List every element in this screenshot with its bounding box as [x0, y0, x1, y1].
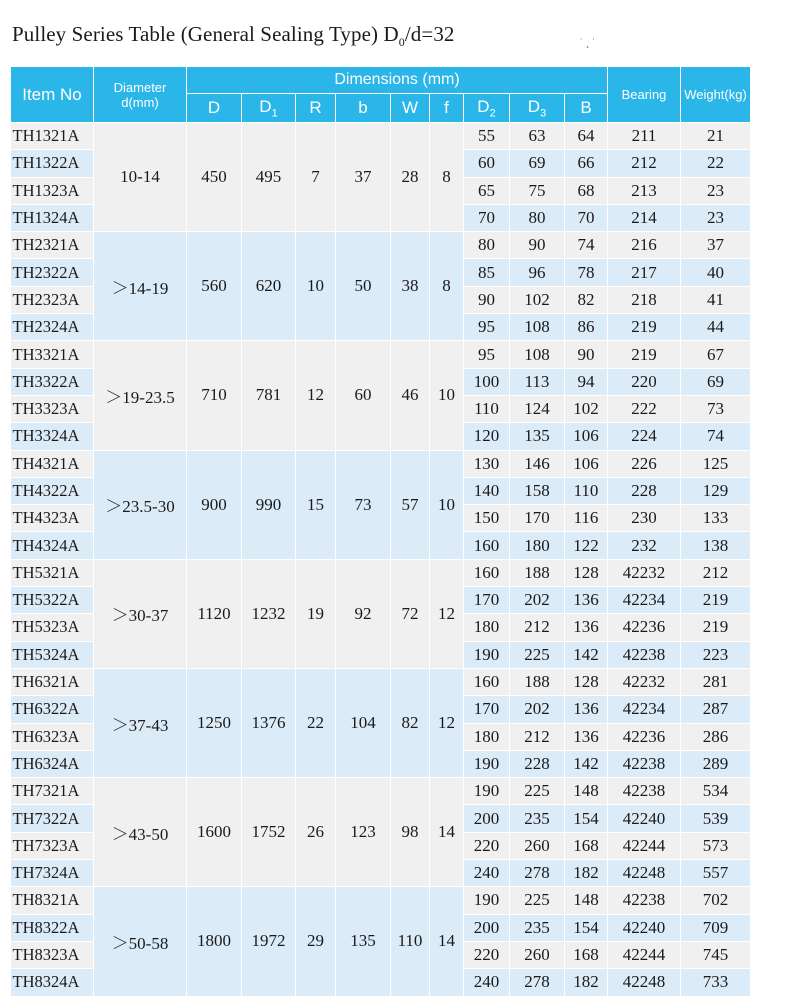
header-item-no: Item No	[11, 67, 94, 123]
bearing-cell: 217	[608, 259, 681, 286]
bearing-cell: 42238	[608, 641, 681, 668]
header-sub-0: D	[187, 94, 242, 123]
dim-w-cell: 28	[391, 123, 430, 232]
page-title: Pulley Series Table (General Sealing Type) $D_0/d=32$	[12, 22, 455, 50]
item-no-cell: TH2322A	[11, 259, 94, 286]
bearing-cell: 230	[608, 505, 681, 532]
dim-d2-cell: 130	[464, 450, 510, 477]
table-row	[11, 450, 751, 477]
weight-cell: 286	[681, 723, 751, 750]
diameter-cell: ＞19-23.5	[94, 341, 187, 450]
dim-b-cell: 74	[565, 232, 608, 259]
dim-b-cell: 92	[336, 559, 391, 668]
bearing-cell: 42248	[608, 969, 681, 996]
bearing-cell: 212	[608, 150, 681, 177]
bearing-cell: 42240	[608, 805, 681, 832]
diameter-cell: ＞50-58	[94, 887, 187, 996]
weight-cell: 573	[681, 832, 751, 859]
dim-d3-cell: 235	[510, 914, 565, 941]
dim-d3-cell: 102	[510, 286, 565, 313]
header-dimensions: Dimensions (mm)	[187, 67, 608, 94]
bearing-cell: 220	[608, 368, 681, 395]
bearing-cell: 42232	[608, 559, 681, 586]
dim-d2-cell: 190	[464, 778, 510, 805]
diameter-cell: ＞14-19	[94, 232, 187, 341]
weight-cell: 73	[681, 395, 751, 422]
header-sub-2: R	[296, 94, 336, 123]
dim-b-cell: 135	[336, 887, 391, 996]
item-no-cell: TH1321A	[11, 123, 94, 150]
dim-d2-cell: 180	[464, 723, 510, 750]
dim-b-cell: 123	[336, 778, 391, 887]
dim-d2-cell: 180	[464, 614, 510, 641]
bearing-cell: 211	[608, 123, 681, 150]
dim-b-cell: 37	[336, 123, 391, 232]
dim-w-cell: 110	[391, 887, 430, 996]
dim-w-cell: 72	[391, 559, 430, 668]
dim-w-cell: 82	[391, 668, 430, 777]
dim-b-cell: 102	[565, 395, 608, 422]
item-no-cell: TH1322A	[11, 150, 94, 177]
dim-d-cell: 1800	[187, 887, 242, 996]
bearing-cell: 213	[608, 177, 681, 204]
dim-d2-cell: 90	[464, 286, 510, 313]
dim-d2-cell: 110	[464, 395, 510, 422]
dim-d2-cell: 240	[464, 860, 510, 887]
table-row	[11, 668, 751, 695]
dim-b-cell: 168	[565, 941, 608, 968]
item-no-cell: TH4323A	[11, 505, 94, 532]
weight-cell: 219	[681, 614, 751, 641]
header-sub-4: W	[391, 94, 430, 123]
dim-d-cell: 560	[187, 232, 242, 341]
dim-r-cell: 22	[296, 668, 336, 777]
dim-b-cell: 68	[565, 177, 608, 204]
item-no-cell: TH4321A	[11, 450, 94, 477]
table-row	[11, 232, 751, 259]
bearing-cell: 42236	[608, 723, 681, 750]
dim-b-cell: 73	[336, 450, 391, 559]
dim-d3-cell: 69	[510, 150, 565, 177]
dim-d-cell: 1250	[187, 668, 242, 777]
dim-d-cell: 900	[187, 450, 242, 559]
dim-b-cell: 142	[565, 641, 608, 668]
item-no-cell: TH5321A	[11, 559, 94, 586]
item-no-cell: TH3321A	[11, 341, 94, 368]
bearing-cell: 219	[608, 314, 681, 341]
dim-d1-cell: 990	[242, 450, 296, 559]
dim-d2-cell: 60	[464, 150, 510, 177]
item-no-cell: TH7321A	[11, 778, 94, 805]
bearing-cell: 214	[608, 204, 681, 231]
dim-d3-cell: 96	[510, 259, 565, 286]
dim-d3-cell: 170	[510, 505, 565, 532]
dim-r-cell: 12	[296, 341, 336, 450]
dim-b-cell: 86	[565, 314, 608, 341]
dim-f-cell: 10	[430, 450, 464, 559]
item-no-cell: TH3322A	[11, 368, 94, 395]
dim-b-cell: 106	[565, 423, 608, 450]
dim-b-cell: 128	[565, 559, 608, 586]
bearing-cell: 42240	[608, 914, 681, 941]
item-no-cell: TH1324A	[11, 204, 94, 231]
item-no-cell: TH6323A	[11, 723, 94, 750]
dim-d3-cell: 260	[510, 941, 565, 968]
weight-cell: 289	[681, 750, 751, 777]
diameter-cell: 10-14	[94, 123, 187, 232]
dim-d3-cell: 212	[510, 723, 565, 750]
weight-cell: 287	[681, 696, 751, 723]
dim-d3-cell: 278	[510, 969, 565, 996]
dim-d3-cell: 135	[510, 423, 565, 450]
dim-d2-cell: 190	[464, 641, 510, 668]
dim-d1-cell: 1232	[242, 559, 296, 668]
dim-b-cell: 50	[336, 232, 391, 341]
item-no-cell: TH7323A	[11, 832, 94, 859]
dim-f-cell: 12	[430, 559, 464, 668]
bearing-cell: 42238	[608, 778, 681, 805]
weight-cell: 223	[681, 641, 751, 668]
item-no-cell: TH6321A	[11, 668, 94, 695]
dim-r-cell: 26	[296, 778, 336, 887]
dim-d2-cell: 150	[464, 505, 510, 532]
bearing-cell: 218	[608, 286, 681, 313]
dim-r-cell: 19	[296, 559, 336, 668]
table-row	[11, 778, 751, 805]
weight-cell: 539	[681, 805, 751, 832]
dim-d1-cell: 495	[242, 123, 296, 232]
item-no-cell: TH6322A	[11, 696, 94, 723]
item-no-cell: TH7324A	[11, 860, 94, 887]
dim-d3-cell: 90	[510, 232, 565, 259]
item-no-cell: TH2324A	[11, 314, 94, 341]
dim-d2-cell: 200	[464, 805, 510, 832]
dim-b-cell: 182	[565, 860, 608, 887]
dim-d2-cell: 220	[464, 832, 510, 859]
table-row	[11, 559, 751, 586]
dim-d3-cell: 75	[510, 177, 565, 204]
dim-b-cell: 66	[565, 150, 608, 177]
dim-d2-cell: 65	[464, 177, 510, 204]
item-no-cell: TH3323A	[11, 395, 94, 422]
dim-b-cell: 90	[565, 341, 608, 368]
header-sub-7: $D_3$	[510, 94, 565, 123]
bearing-cell: 228	[608, 477, 681, 504]
dim-d3-cell: 124	[510, 395, 565, 422]
dim-d3-cell: 225	[510, 887, 565, 914]
bearing-cell: 42248	[608, 860, 681, 887]
dim-d3-cell: 63	[510, 123, 565, 150]
dim-b-cell: 168	[565, 832, 608, 859]
bearing-cell: 42244	[608, 941, 681, 968]
dim-b-cell: 128	[565, 668, 608, 695]
dim-d3-cell: 108	[510, 341, 565, 368]
weight-cell: 41	[681, 286, 751, 313]
bearing-cell: 42236	[608, 614, 681, 641]
bearing-cell: 226	[608, 450, 681, 477]
dim-b-cell: 110	[565, 477, 608, 504]
dim-d3-cell: 235	[510, 805, 565, 832]
dim-d2-cell: 95	[464, 341, 510, 368]
dim-b-cell: 142	[565, 750, 608, 777]
dim-d-cell: 450	[187, 123, 242, 232]
diameter-cell: ＞23.5-30	[94, 450, 187, 559]
dim-d1-cell: 1752	[242, 778, 296, 887]
dim-w-cell: 98	[391, 778, 430, 887]
header-sub-6: $D_2$	[464, 94, 510, 123]
table-row	[11, 341, 751, 368]
item-no-cell: TH8321A	[11, 887, 94, 914]
diameter-cell: ＞37-43	[94, 668, 187, 777]
item-no-cell: TH5324A	[11, 641, 94, 668]
dim-d3-cell: 146	[510, 450, 565, 477]
weight-cell: 44	[681, 314, 751, 341]
bearing-cell: 42244	[608, 832, 681, 859]
weight-cell: 40	[681, 259, 751, 286]
dim-d2-cell: 190	[464, 750, 510, 777]
dim-d3-cell: 225	[510, 641, 565, 668]
dim-d-cell: 710	[187, 341, 242, 450]
dim-f-cell: 10	[430, 341, 464, 450]
dim-d2-cell: 240	[464, 969, 510, 996]
item-no-cell: TH8323A	[11, 941, 94, 968]
dim-b-cell: 64	[565, 123, 608, 150]
weight-cell: 69	[681, 368, 751, 395]
dim-b-cell: 136	[565, 723, 608, 750]
bearing-cell: 42232	[608, 668, 681, 695]
dim-d2-cell: 100	[464, 368, 510, 395]
weight-cell: 67	[681, 341, 751, 368]
dim-b-cell: 94	[565, 368, 608, 395]
dim-d3-cell: 158	[510, 477, 565, 504]
weight-cell: 133	[681, 505, 751, 532]
weight-cell: 125	[681, 450, 751, 477]
dim-d-cell: 1120	[187, 559, 242, 668]
dim-b-cell: 70	[565, 204, 608, 231]
dim-b-cell: 60	[336, 341, 391, 450]
diameter-cell: ＞43-50	[94, 778, 187, 887]
bearing-cell: 42238	[608, 750, 681, 777]
dim-d2-cell: 170	[464, 587, 510, 614]
header-bearing: Bearing	[608, 67, 681, 123]
dim-b-cell: 106	[565, 450, 608, 477]
dim-d3-cell: 113	[510, 368, 565, 395]
header-sub-1: $D_1$	[242, 94, 296, 123]
dim-f-cell: 8	[430, 232, 464, 341]
weight-cell: 23	[681, 204, 751, 231]
dim-d2-cell: 220	[464, 941, 510, 968]
item-no-cell: TH1323A	[11, 177, 94, 204]
item-no-cell: TH5322A	[11, 587, 94, 614]
item-no-cell: TH2321A	[11, 232, 94, 259]
weight-cell: 702	[681, 887, 751, 914]
dim-f-cell: 14	[430, 887, 464, 996]
pulley-series-table	[10, 66, 751, 997]
dim-b-cell: 122	[565, 532, 608, 559]
table-row	[11, 887, 751, 914]
weight-cell: 22	[681, 150, 751, 177]
dim-d2-cell: 170	[464, 696, 510, 723]
dim-b-cell: 104	[336, 668, 391, 777]
diameter-cell: ＞30-37	[94, 559, 187, 668]
dim-d2-cell: 160	[464, 532, 510, 559]
bearing-cell: 42234	[608, 587, 681, 614]
dim-b-cell: 148	[565, 778, 608, 805]
stray-marks: ˙ ¸ ˙	[580, 38, 596, 49]
dim-d3-cell: 202	[510, 587, 565, 614]
header-weight: Weight(kg)	[681, 67, 751, 123]
dim-b-cell: 116	[565, 505, 608, 532]
dim-b-cell: 154	[565, 914, 608, 941]
weight-cell: 37	[681, 232, 751, 259]
dim-d3-cell: 188	[510, 559, 565, 586]
dim-d2-cell: 120	[464, 423, 510, 450]
item-no-cell: TH4324A	[11, 532, 94, 559]
item-no-cell: TH2323A	[11, 286, 94, 313]
dim-w-cell: 46	[391, 341, 430, 450]
dim-d3-cell: 260	[510, 832, 565, 859]
dim-d3-cell: 228	[510, 750, 565, 777]
dim-b-cell: 136	[565, 587, 608, 614]
dim-b-cell: 82	[565, 286, 608, 313]
dim-d2-cell: 160	[464, 559, 510, 586]
weight-cell: 23	[681, 177, 751, 204]
dim-d2-cell: 160	[464, 668, 510, 695]
dim-d3-cell: 278	[510, 860, 565, 887]
weight-cell: 21	[681, 123, 751, 150]
dim-d3-cell: 180	[510, 532, 565, 559]
dim-b-cell: 78	[565, 259, 608, 286]
item-no-cell: TH6324A	[11, 750, 94, 777]
item-no-cell: TH7322A	[11, 805, 94, 832]
dim-d1-cell: 1972	[242, 887, 296, 996]
dim-f-cell: 12	[430, 668, 464, 777]
dim-d3-cell: 80	[510, 204, 565, 231]
dim-d2-cell: 140	[464, 477, 510, 504]
dim-b-cell: 154	[565, 805, 608, 832]
weight-cell: 129	[681, 477, 751, 504]
weight-cell: 281	[681, 668, 751, 695]
dim-b-cell: 182	[565, 969, 608, 996]
dim-b-cell: 136	[565, 696, 608, 723]
dim-d3-cell: 225	[510, 778, 565, 805]
dim-r-cell: 15	[296, 450, 336, 559]
weight-cell: 74	[681, 423, 751, 450]
weight-cell: 709	[681, 914, 751, 941]
dim-f-cell: 8	[430, 123, 464, 232]
dim-b-cell: 148	[565, 887, 608, 914]
bearing-cell: 232	[608, 532, 681, 559]
item-no-cell: TH4322A	[11, 477, 94, 504]
weight-cell: 138	[681, 532, 751, 559]
dim-d3-cell: 202	[510, 696, 565, 723]
dim-d1-cell: 1376	[242, 668, 296, 777]
bearing-cell: 42238	[608, 887, 681, 914]
dim-d3-cell: 108	[510, 314, 565, 341]
dim-d2-cell: 70	[464, 204, 510, 231]
item-no-cell: TH5323A	[11, 614, 94, 641]
dim-r-cell: 10	[296, 232, 336, 341]
weight-cell: 745	[681, 941, 751, 968]
dim-b-cell: 136	[565, 614, 608, 641]
dim-d2-cell: 80	[464, 232, 510, 259]
dim-d3-cell: 188	[510, 668, 565, 695]
weight-cell: 212	[681, 559, 751, 586]
bearing-cell: 42234	[608, 696, 681, 723]
header-sub-8: B	[565, 94, 608, 123]
header-sub-3: b	[336, 94, 391, 123]
item-no-cell: TH8322A	[11, 914, 94, 941]
dim-d2-cell: 85	[464, 259, 510, 286]
weight-cell: 534	[681, 778, 751, 805]
dim-f-cell: 14	[430, 778, 464, 887]
dim-w-cell: 57	[391, 450, 430, 559]
dim-w-cell: 38	[391, 232, 430, 341]
dim-d2-cell: 200	[464, 914, 510, 941]
header-diameter: Diameter d(mm)	[94, 67, 187, 123]
dim-d1-cell: 620	[242, 232, 296, 341]
dim-d2-cell: 55	[464, 123, 510, 150]
dim-d2-cell: 95	[464, 314, 510, 341]
table-row	[11, 123, 751, 150]
header-sub-5: f	[430, 94, 464, 123]
dim-d3-cell: 212	[510, 614, 565, 641]
weight-cell: 557	[681, 860, 751, 887]
weight-cell: 733	[681, 969, 751, 996]
bearing-cell: 219	[608, 341, 681, 368]
item-no-cell: TH8324A	[11, 969, 94, 996]
bearing-cell: 222	[608, 395, 681, 422]
dim-d-cell: 1600	[187, 778, 242, 887]
bearing-cell: 216	[608, 232, 681, 259]
item-no-cell: TH3324A	[11, 423, 94, 450]
weight-cell: 219	[681, 587, 751, 614]
dim-r-cell: 7	[296, 123, 336, 232]
table-body	[11, 123, 751, 997]
dim-d2-cell: 190	[464, 887, 510, 914]
dim-d1-cell: 781	[242, 341, 296, 450]
dim-r-cell: 29	[296, 887, 336, 996]
bearing-cell: 224	[608, 423, 681, 450]
